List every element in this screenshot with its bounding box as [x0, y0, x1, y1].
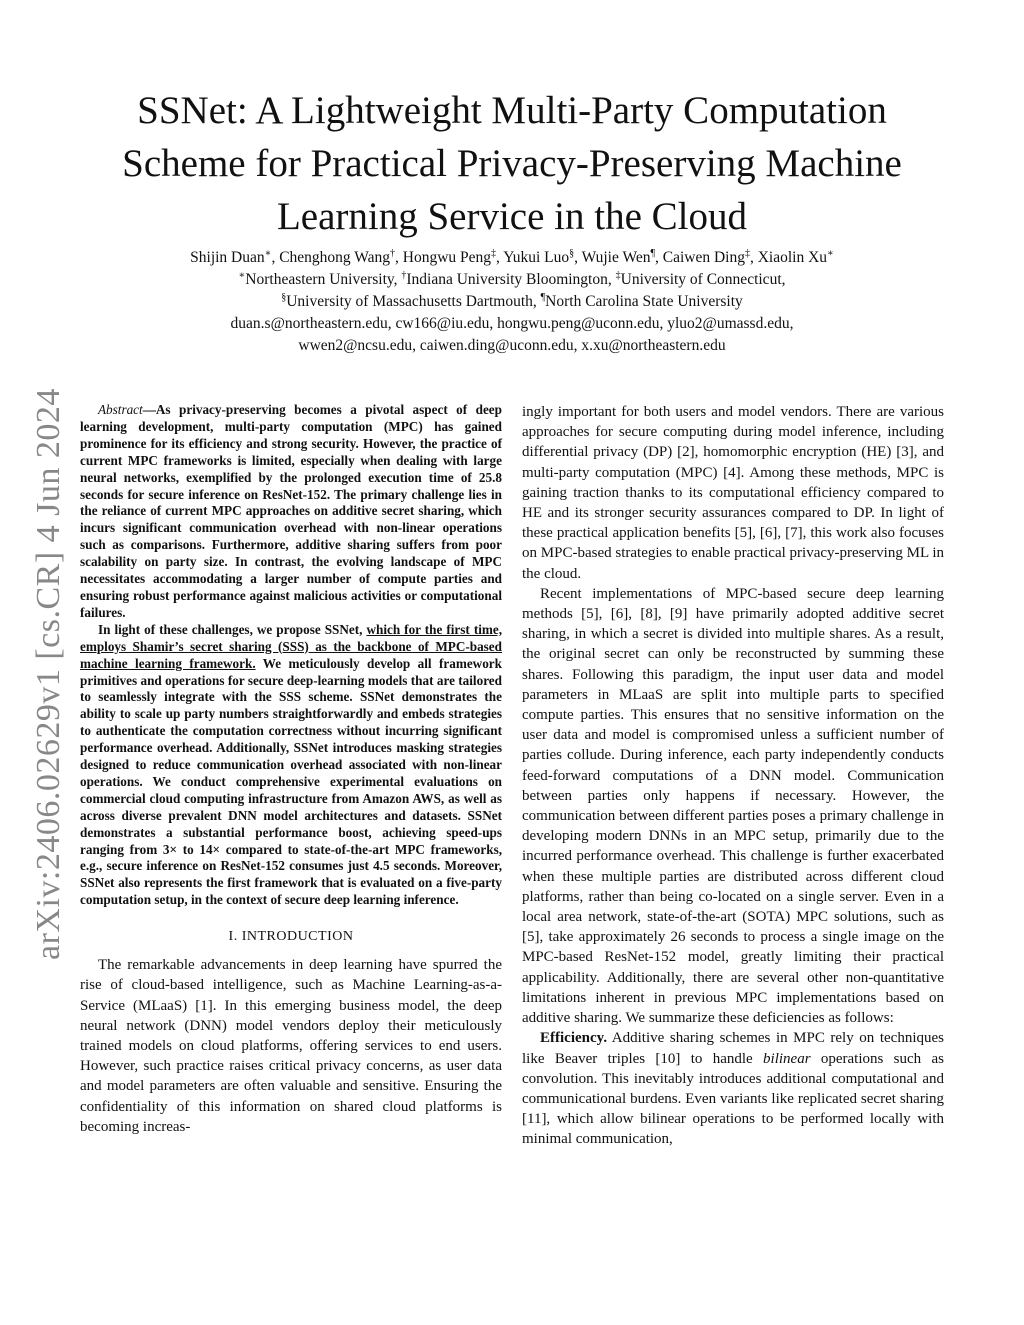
author-name: Yukui Luo — [503, 249, 570, 266]
affiliation: North Carolina State University — [545, 293, 743, 310]
author-name: Shijin Duan — [190, 249, 265, 266]
abstract-text: —As privacy-preserving becomes a pivotal aspect of deep learning development, multi-party computation (MPC) has gained prominence for its efficiency and strong security. However, the practice of current MPC frameworks is limited, especially when dealing with large neural networks, exemplified by the prolonged execution time of 25.8 seconds for secure inference on ResNet-152. The primary challenge lies in the reliance of current MPC approaches on additive secret sharing, which incurs significant communication overhead with non-linear operations such as comparisons. Furthermore, additive sharing suffers from poor scalability on party size. In contrast, the evolving landscape of MPC necessitates accommodating a larger number of compute parties and ensuring robust performance against malicious activities or computational failures. — [80, 402, 502, 620]
author-name: Hongwu Peng — [402, 249, 492, 266]
body-paragraph: ingly important for both users and model vendors. There are various approaches for secure computing during model inference, including differential privacy (DP) [2], homomorphic encryption (HE) [3], and multi-party computation (MPC) [4]. Among these methods, MPC is gaining traction thanks to its computational efficiency compared to HE and its stronger security assurances compared to DP. In light of these practical application benefits [5], [6], [7], this work also focuses on MPC-based strategies to enable practical privacy-preserving ML in the cloud. — [522, 404, 944, 582]
affiliation-mark: ∗ — [238, 270, 246, 281]
abstract-paragraph — [80, 622, 502, 909]
paper-title — [80, 84, 944, 243]
right-column — [522, 402, 944, 1150]
abstract-text: We meticulously develop all framework primitives and operations for secure deep-learning models that are tailored to seamlessly integrate with the SSS scheme. SSNet demonstrates the ability to scale up party numbers straightforwardly and embeds strategies to authenticate the computation correctness without incurring significant performance overhead. Additionally, SSNet introduces masking strategies designed to reduce communication overhead associated with non-linear operations. We conduct comprehensive experimental evaluations on commercial cloud computing infrastructure from Amazon AWS, as well as across diverse prevalent DNN model architectures and datasets. SSNet demonstrates a substantial performance boost, achieving speed-ups ranging from 3× to 14× compared to state-of-the-art MPC frameworks, e.g., secure inference on ResNet-152 consumes just 4.5 seconds. Moreover, SSNet also represents the first framework that is evaluated on a five-party computation setup, in the context of secure deep learning inference. — [80, 655, 502, 908]
affiliation-line — [80, 291, 944, 313]
affiliation-mark: ‡ — [491, 248, 497, 259]
title-line: Learning Service in the Cloud — [276, 195, 748, 238]
abstract-underlined-text: which for the first time, employs Shamir’s secret sharing (SSS) as the backbone of MPC-based machine learning framework. — [80, 621, 503, 671]
author-list: Shijin Duan∗, Chenghong Wang†, Hongwu Peng‡, Yukui Luo§, Wujie Wen¶, Caiwen Ding‡, Xiaolin Xu∗ — [190, 248, 834, 266]
affiliation-mark: † — [390, 248, 396, 259]
abstract-text: In light of these challenges, we propose SSNet, — [98, 621, 367, 637]
author-name: Xiaolin Xu — [757, 249, 828, 266]
abstract-paragraph — [80, 402, 502, 622]
arxiv-stamp: arXiv:2406.02629v1 [cs.CR] 4 Jun 2024 — [30, 388, 67, 960]
affiliation-mark: § — [569, 248, 575, 259]
title-line: SSNet: A Lightweight Multi-Party Computation — [137, 89, 887, 132]
body-paragraph: The remarkable advancements in deep learning have spurred the rise of cloud-based intelligence, such as Machine Learning-as-a-Service (MLaaS) [1]. In this emerging business model, the deep neural network (DNN) model vendors deploy their meticulously trained models on cloud platforms, offering services to end users. However, such practice raises critical privacy concerns, as user data and model parameters are often valuable and sensitive. Ensuring the confidentiality of this information on shared cloud platforms is becoming increas- — [80, 957, 502, 1135]
affiliation-mark: ∗ — [827, 248, 834, 259]
affiliation-mark: ‡ — [744, 248, 750, 259]
abstract — [80, 402, 502, 909]
title-line: Scheme for Practical Privacy-Preserving Machine — [122, 142, 902, 185]
affiliation-mark: § — [281, 292, 287, 303]
affiliation: Indiana University Bloomington, — [406, 271, 616, 288]
affiliation: Northeastern University, — [245, 271, 402, 288]
affiliation-line — [80, 269, 944, 291]
affiliation-mark: † — [401, 270, 407, 281]
body-paragraph — [522, 1028, 944, 1149]
left-column — [80, 402, 502, 1137]
affiliation-mark: ¶ — [650, 248, 655, 259]
email-line: wwen2@ncsu.edu, caiwen.ding@uconn.edu, x.xu@northeastern.edu — [298, 337, 726, 354]
email-line: duan.s@northeastern.edu, cw166@iu.edu, hongwu.peng@uconn.edu, yluo2@umassd.edu, — [230, 315, 794, 332]
section-heading: I. INTRODUCTION — [228, 929, 354, 945]
affiliation-mark: ∗ — [264, 248, 272, 259]
body-text: operations such as convolution. This inevitably introduces additional computational and communicational burdens. Even variants like replicated secret sharing [11], which allow bilinear operations to be performed locally with minimal communication, — [522, 1050, 944, 1148]
body-text: Additive sharing schemes in MPC rely on techniques like Beaver triples [10] to handle — [522, 1030, 944, 1067]
author-name: Wujie Wen — [581, 249, 651, 266]
abstract-label: Abstract — [98, 402, 143, 417]
author-name: Chenghong Wang — [279, 249, 391, 266]
author-name: Caiwen Ding — [662, 249, 745, 266]
affiliation: University of Connecticut, — [620, 271, 786, 288]
author-block — [80, 247, 944, 357]
emphasis: bilinear — [763, 1050, 811, 1067]
body-paragraph: Recent implementations of MPC-based secure deep learning methods [5], [6], [8], [9] have primarily adopted additive secret sharing, in which a secret is divided into multiple shares. As a result, the original secret can only be reconstructed by summing these shares. Following this paradigm, the input user data and model parameters in MLaaS are split into multiple parts to specified compute parties. This ensures that no sensitive information on the user data and model is compromised unless a sufficient number of parties collude. During inference, each party independently conducts feed-forward computations of a DNN model. Communication between parties only happens if necessary. However, the communication between different parties poses a primary challenge in developing modern DNNs in an MPC setup, primarily due to the incurred performance overhead. This challenge is further exacerbated when these multiple parties are distributed across different cloud platforms, rather than being co-located on a single server. Even in a local area network, state-of-the-art (SOTA) MPC solutions, such as [5], take approximately 26 seconds to process a single image on the MPC-based ResNet-152 model, greatly limiting their practical applicability. Additionally, there are several other non-quantitative limitations inherent in previous MPC implementations based on additive sharing. We summarize these deficiencies as follows: — [522, 585, 944, 1027]
affiliation-mark: ‡ — [615, 270, 621, 281]
affiliation-mark: ¶ — [540, 292, 546, 303]
affiliation: University of Massachusetts Dartmouth, — [286, 293, 541, 310]
run-in-heading: Efficiency. — [540, 1030, 608, 1047]
